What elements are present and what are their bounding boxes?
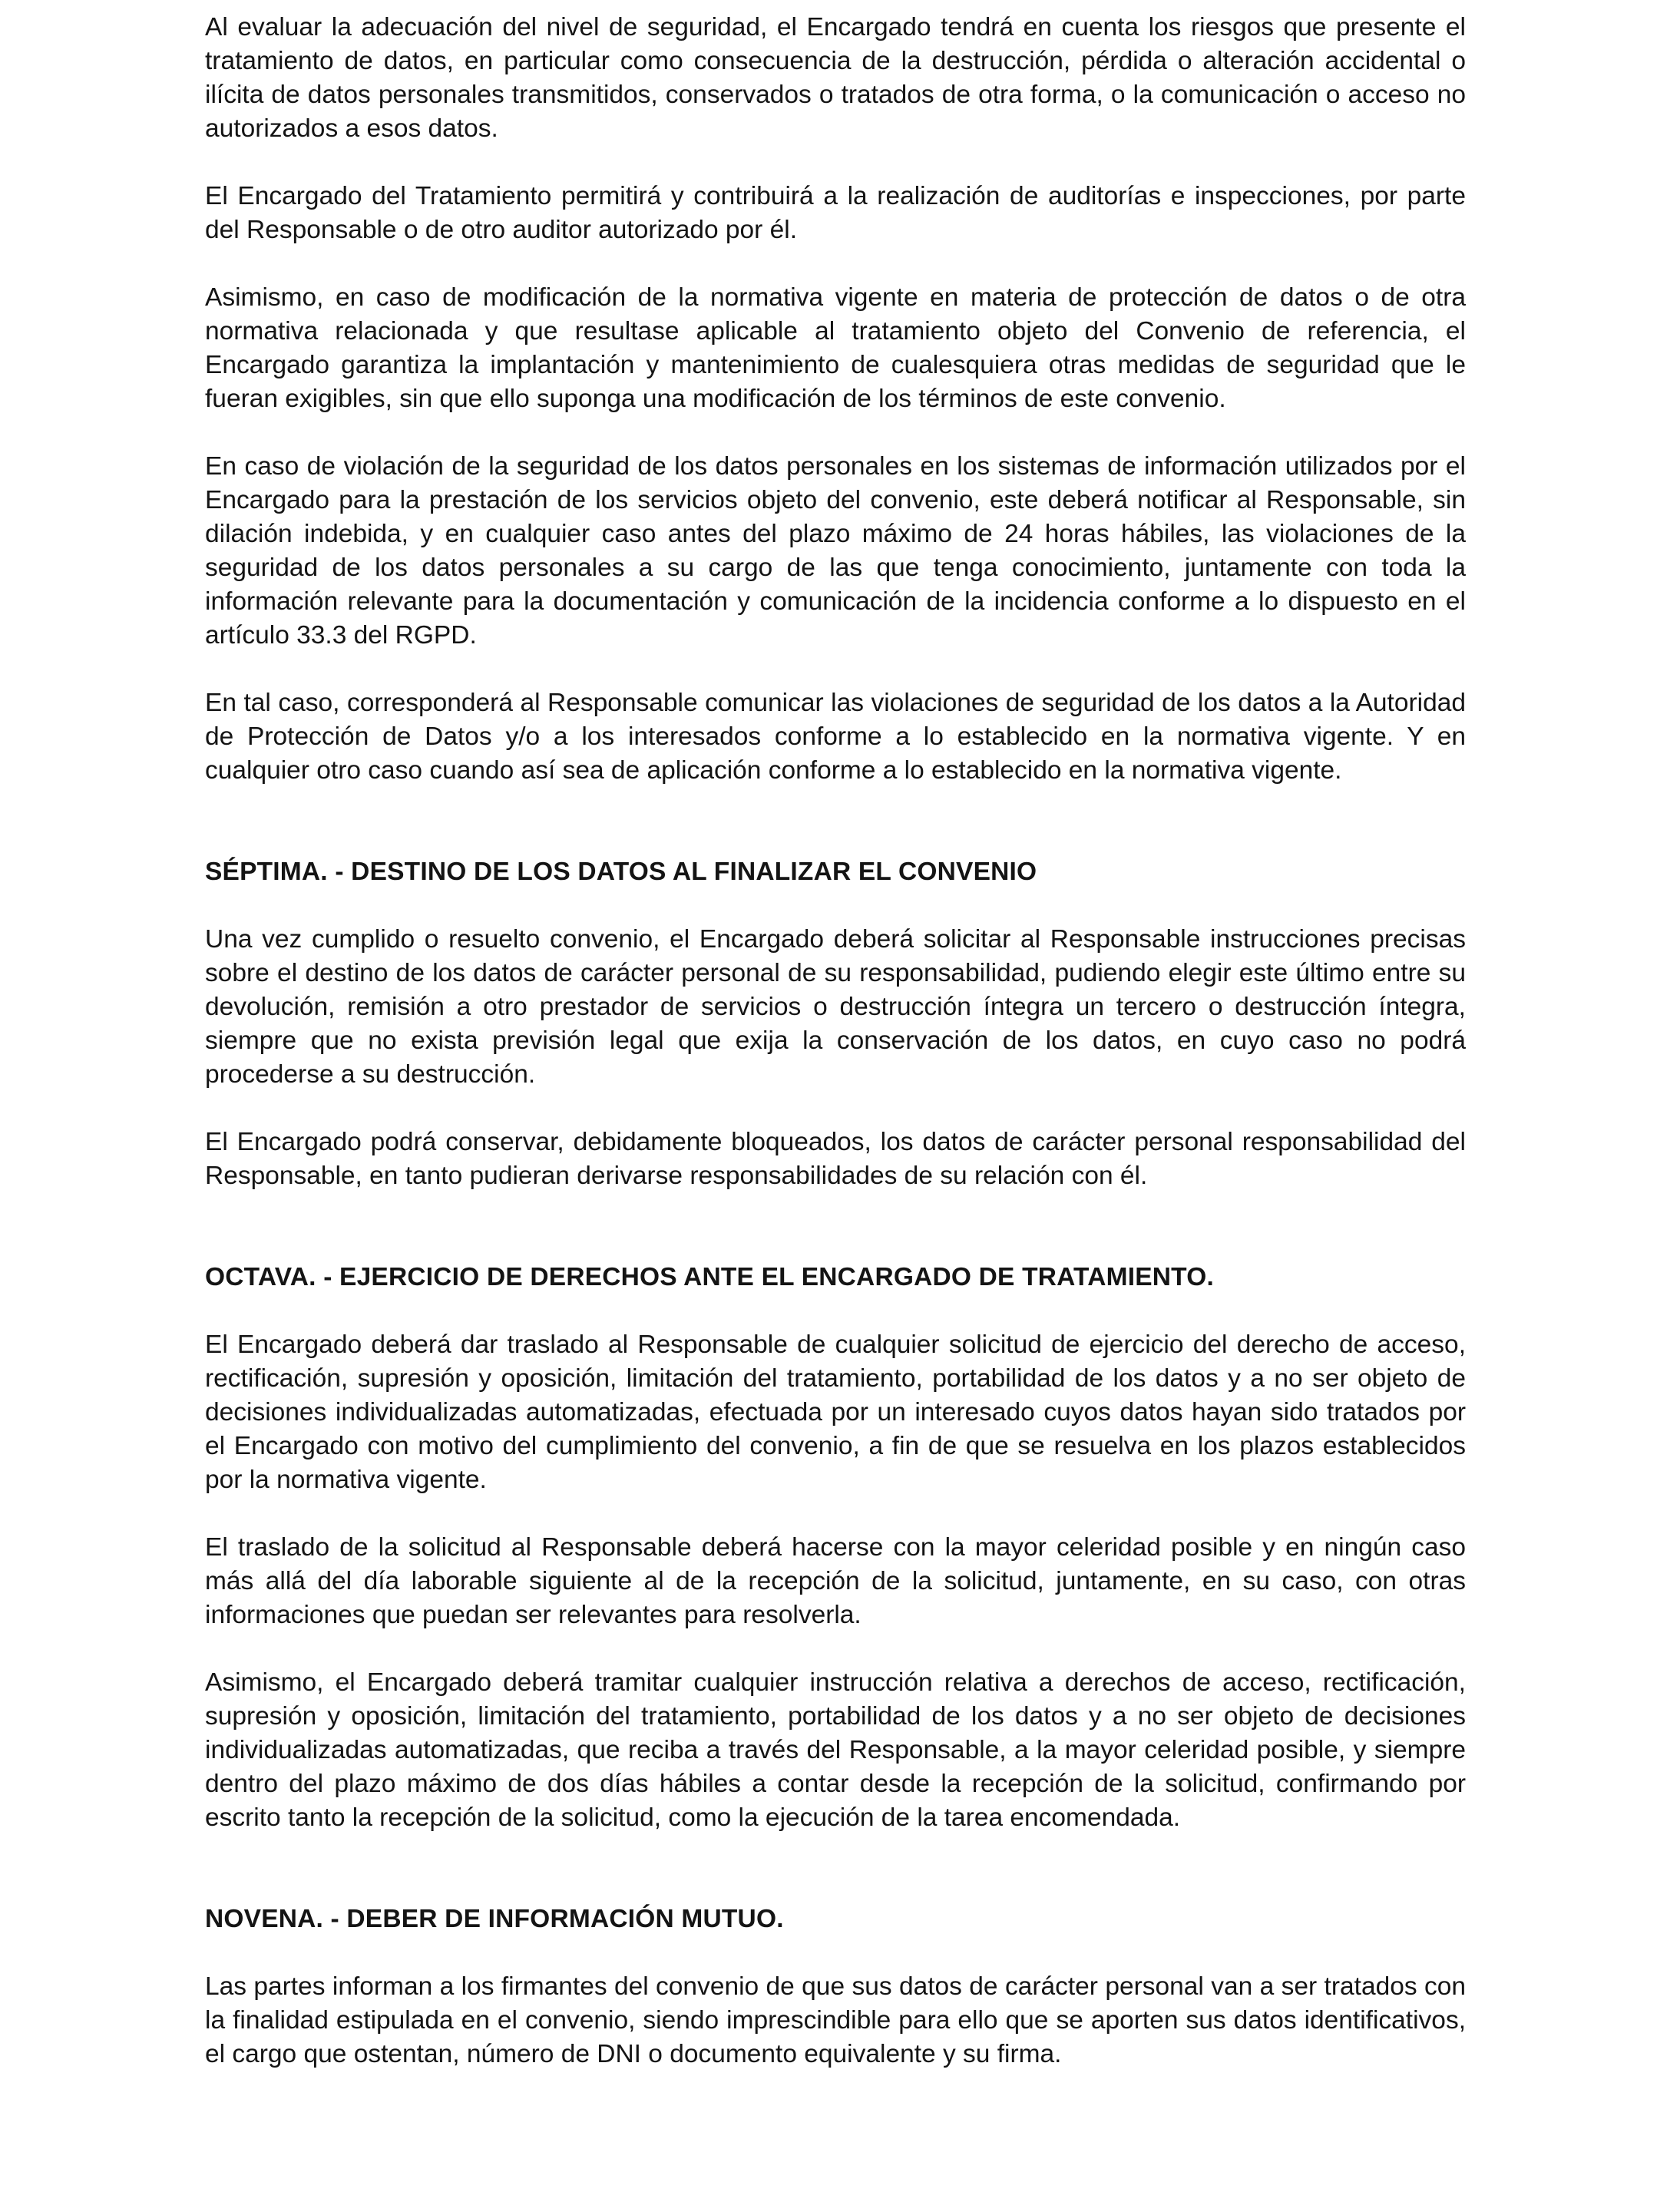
document-page	[205, 11, 1466, 2071]
paragraph: En tal caso, corresponderá al Responsable comunicar las violaciones de seguridad de los datos a la Autoridad de Protección de Datos y/o a los interesados conforme a lo establecido en la normativa vigente. Y en cualquier otro caso cuando así sea de aplicación conforme a lo establecido en la normativa vigente.	[205, 689, 1466, 785]
section-novena	[205, 1903, 1466, 2071]
section-septima	[205, 855, 1466, 1193]
section-heading: OCTAVA. - EJERCICIO DE DERECHOS ANTE EL ENCARGADO DE TRATAMIENTO.	[205, 1263, 1214, 1291]
paragraph: El traslado de la solicitud al Responsable deberá hacerse con la mayor celeridad posible y en ningún caso más allá del día laborable siguiente al de la recepción de la solicitud, juntamente, en su caso, con otras informaciones que puedan ser relevantes para resolverla.	[205, 1533, 1466, 1629]
paragraph: Una vez cumplido o resuelto convenio, el Encargado deberá solicitar al Responsable instrucciones precisas sobre el destino de los datos de carácter personal de su responsabilidad, pudiendo elegir este último entre su devolución, remisión a otro prestador de servicios o destrucción íntegra un tercero o destrucción íntegra, siempre que no exista previsión legal que exija la conservación de los datos, en cuyo caso no podrá procederse a su destrucción.	[205, 925, 1466, 1089]
paragraph: El Encargado deberá dar traslado al Responsable de cualquier solicitud de ejercicio del derecho de acceso, rectificación, supresión y oposición, limitación del tratamiento, portabilidad de los datos y a no ser objeto de decisiones individualizadas automatizadas, efectuada por un interesado cuyos datos hayan sido tratados por el Encargado con motivo del cumplimiento del convenio, a fin de que se resuelva en los plazos establecidos por la normativa vigente.	[205, 1331, 1466, 1494]
paragraph: Las partes informan a los firmantes del convenio de que sus datos de carácter personal van a ser tratados con la finalidad estipulada en el convenio, siendo imprescindible para ello que se aporten sus datos identificativos, el cargo que ostentan, número de DNI o documento equivalente y su firma.	[205, 1972, 1466, 2068]
paragraph: Asimismo, el Encargado deberá tramitar cualquier instrucción relativa a derechos de acceso, rectificación, supresión y oposición, limitación del tratamiento, portabilidad de los datos y a no ser objeto de decisiones individualizadas automatizadas, que reciba a través del Responsable, a la mayor celeridad posible, y siempre dentro del plazo máximo de dos días hábiles a contar desde la recepción de la solicitud, confirmando por escrito tanto la recepción de la solicitud, como la ejecución de la tarea encomendada.	[205, 1668, 1466, 1832]
section-heading: NOVENA. - DEBER DE INFORMACIÓN MUTUO.	[205, 1905, 784, 1933]
paragraph: Al evaluar la adecuación del nivel de seguridad, el Encargado tendrá en cuenta los riesgos que presente el tratamiento de datos, en particular como consecuencia de la destrucción, pérdida o alteración accidental o ilícita de datos personales transmitidos, conservados o tratados de otra forma, o la comunicación o acceso no autorizados a esos datos.	[205, 13, 1466, 143]
section-octava	[205, 1261, 1466, 1835]
section-heading: SÉPTIMA. - DESTINO DE LOS DATOS AL FINALIZAR EL CONVENIO	[205, 858, 1037, 886]
paragraph: Asimismo, en caso de modificación de la normativa vigente en materia de protección de datos o de otra normativa relacionada y que resultase aplicable al tratamiento objeto del Convenio de referencia, el Encargado garantiza la implantación y mantenimiento de cualesquiera otras medidas de seguridad que le fueran exigibles, sin que ello suponga una modificación de los términos de este convenio.	[205, 283, 1466, 413]
section-seguridad	[205, 11, 1466, 788]
paragraph: El Encargado del Tratamiento permitirá y contribuirá a la realización de auditorías e inspecciones, por parte del Responsable o de otro auditor autorizado por él.	[205, 182, 1466, 244]
paragraph: El Encargado podrá conservar, debidamente bloqueados, los datos de carácter personal responsabilidad del Responsable, en tanto pudieran derivarse responsabilidades de su relación con él.	[205, 1128, 1466, 1190]
paragraph: En caso de violación de la seguridad de los datos personales en los sistemas de información utilizados por el Encargado para la prestación de los servicios objeto del convenio, este deberá notificar al Responsable, sin dilación indebida, y en cualquier caso antes del plazo máximo de 24 horas hábiles, las violaciones de la seguridad de los datos personales a su cargo de las que tenga conocimiento, juntamente con toda la información relevante para la documentación y comunicación de la incidencia conforme a lo dispuesto en el artículo 33.3 del RGPD.	[205, 452, 1466, 650]
